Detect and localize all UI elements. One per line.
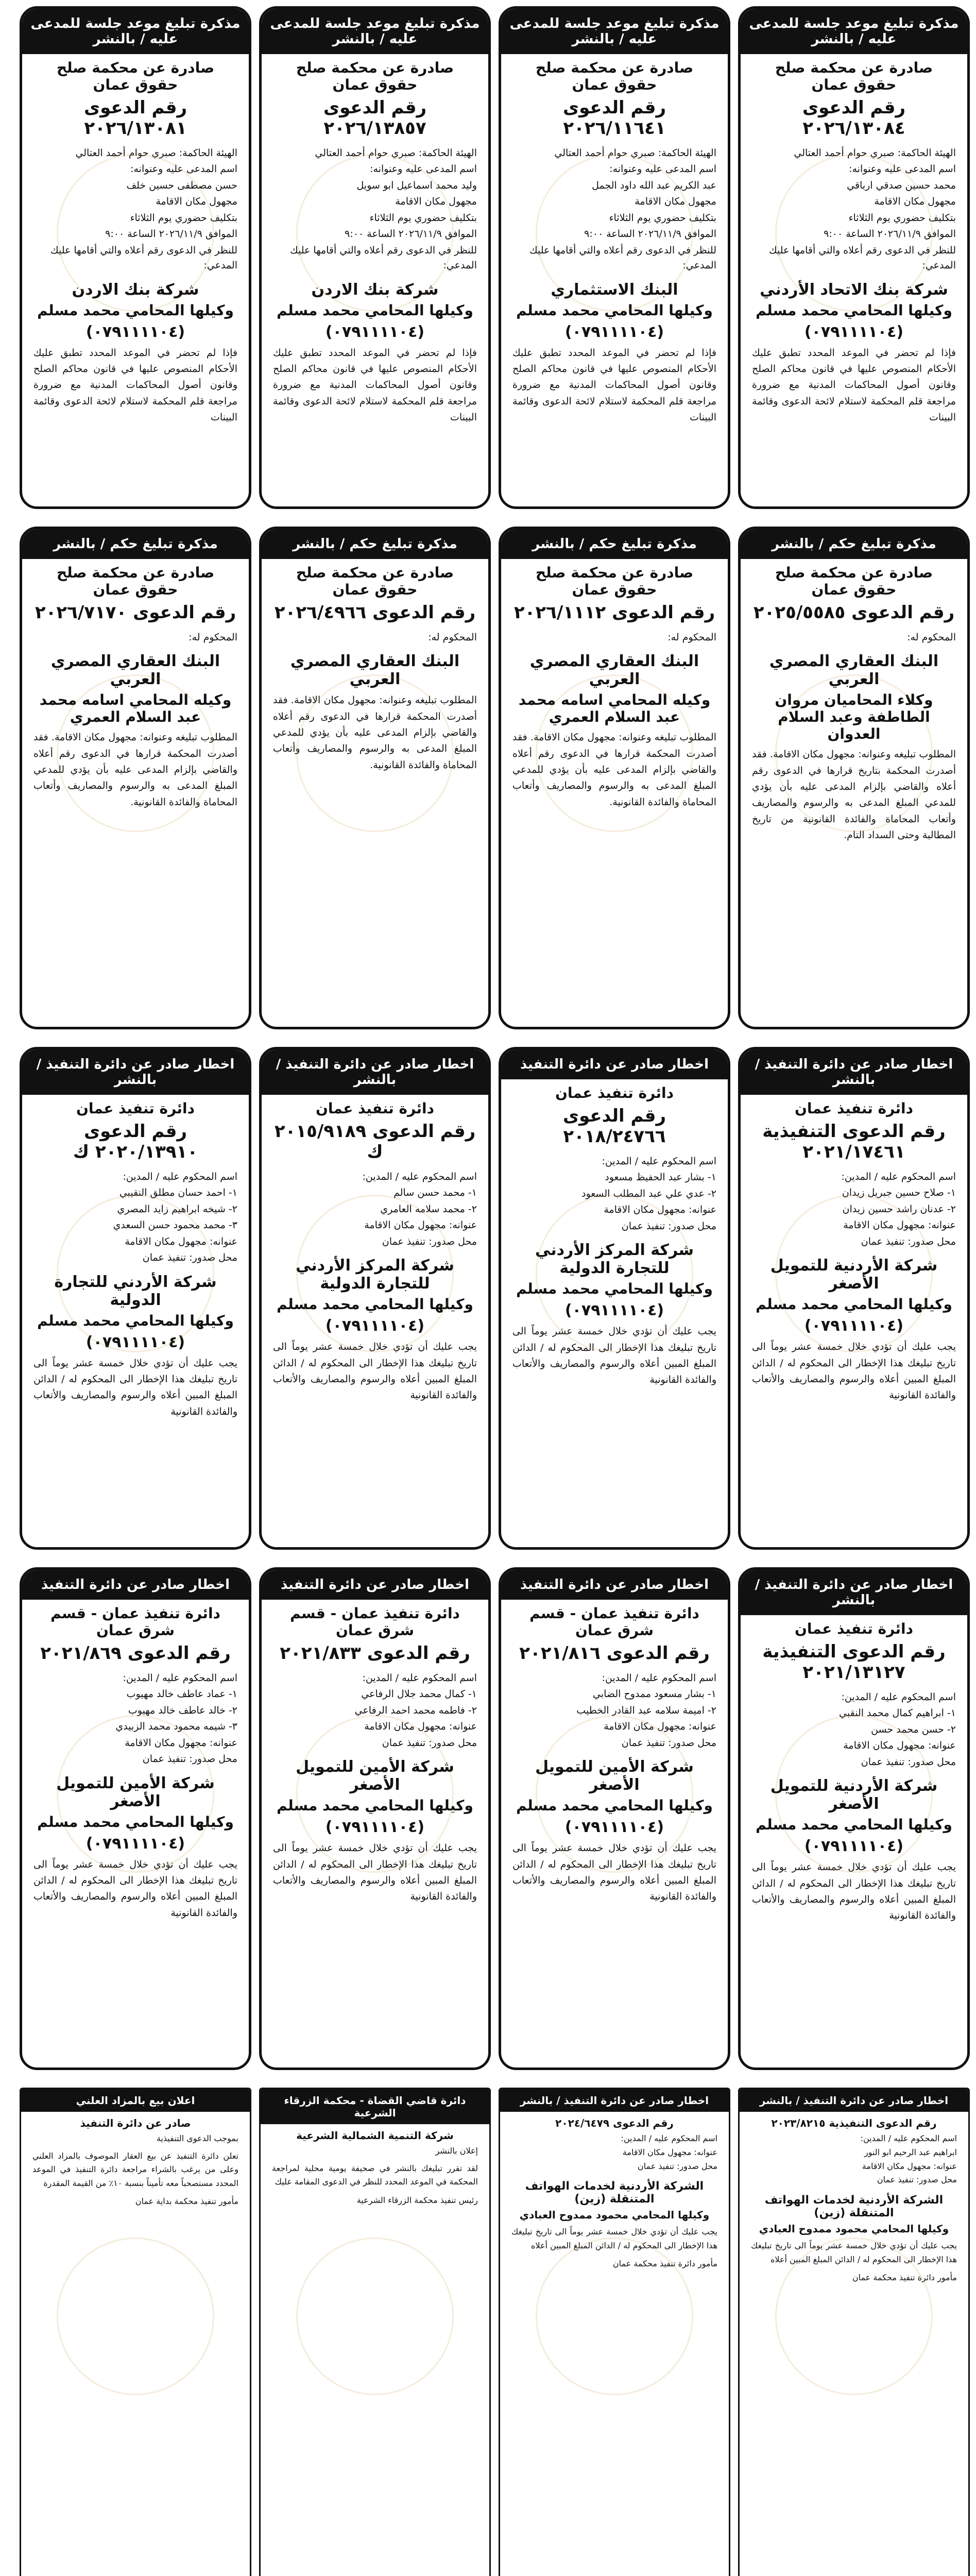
notice-line: محل صدور: تنفيذ عمان (877, 2175, 957, 2185)
notice-header: اخطار صادر عن دائرة التنفيذ (22, 1570, 249, 1600)
notice-line: اسم المحكوم عليه / المدين: (621, 2133, 717, 2143)
notice-body: يجب عليك أن تؤدي خلال خمسة عشر يوماً الى تاريخ تبليغك هذا الإخطار الى المحكوم له / الدائن المبلغ المبين أعلاه (751, 2241, 957, 2264)
lawyer-name: وكيلها المحامي محمد مسلم (516, 1797, 713, 1815)
lawyer-name: وكيلها المحامي محمد مسلم (756, 1816, 952, 1834)
watermark-seal-icon (296, 2238, 454, 2395)
notice-line: ابراهيم عبد الرحيم ابو النور (864, 2147, 957, 2157)
notice-row (0, 0, 976, 515)
notice-line: مجهول مكان الاقامة (874, 196, 956, 208)
notice-card (738, 1047, 970, 1550)
notice-line: للنظر في الدعوى رقم أعلاه والتي أقامها عليك المدعي: (768, 244, 956, 272)
notice-line: ٣- محمد محمود حسن السعدي (113, 1219, 237, 1231)
notice-header: اخطار صادر عن دائرة التنفيذ (501, 1570, 728, 1600)
notice-line: ٢- شيخه ابراهيم زايد المصري (117, 1203, 237, 1215)
notice-body: لقد تقرر تبليغك بالنشر في صحيفة يومية محلية لمراجعة المحكمة في الموعد المحدد للنظر في الدعوى المقامة عليك (272, 2163, 478, 2187)
lawyer-name: وكيلها المحامي محمد مسلم (516, 1280, 713, 1298)
notice-line: بتكليف حضوري يوم الثلاثاء (848, 212, 956, 224)
notice-line: للنظر في الدعوى رقم أعلاه والتي أقامها عليك المدعي: (529, 244, 716, 272)
notice-header: اخطار صادر عن دائرة التنفيذ / بالنشر (262, 1049, 488, 1095)
notice-line: محل صدور: تنفيذ عمان (142, 1252, 237, 1264)
notice-body: المطلوب تبليغه وعنوانه: مجهول مكان الاقامة. فقد أصدرت المحكمة بتاريخ قرارها في الدعوى رقم أعلاه والقاضي بإلزام المدعى عليه بأن يؤدي للمدعي المبلغ المدعى به والرسوم والمصاريف وأتعاب المحاماة والفائدة القانونية من تاريخ المطالبة وحتى السداد التام. (752, 749, 956, 841)
notice-header: اخطار صادر عن دائرة التنفيذ / بالنشر (741, 1570, 967, 1615)
lawyer-name: وكيلها المحامي محمد مسلم (277, 301, 473, 319)
lawyer-phone: (٠٧٩١١١١٠٤) (564, 1818, 664, 1837)
notice-card (20, 6, 251, 509)
notice-body: المطلوب تبليغه وعنوانه: مجهول مكان الاقامة. فقد أصدرت المحكمة قرارها في الدعوى رقم أعلاه والقاضي بإلزام المدعى عليه بأن يؤدي للمدعي المبلغ المدعى به والرسوم والمصاريف وأتعاب المحاماة والفائدة القانونية. (273, 694, 477, 771)
notice-line: اسم المحكوم عليه / المدين: (362, 1171, 477, 1182)
notice-line: عنوانه: مجهول مكان الاقامة (843, 1740, 956, 1752)
lawyer-name: وكيلها المحامي محمد مسلم (756, 1296, 952, 1313)
plaintiff-name: شركة الأمين للتمويل الأصغر (535, 1758, 694, 1794)
plaintiff-name: البنك العقاري المصري العربي (50, 652, 220, 689)
lawyer-name: وكلاء المحاميان مروان الطاطفة وعبد السلام العدوان (775, 691, 933, 743)
notice-line: محل صدور: تنفيذ عمان (382, 1737, 477, 1749)
notice-card (499, 1047, 730, 1550)
notice-body: فإذا لم تحضر في الموعد المحدد تطبق عليك الأحكام المنصوص عليها في قانون محاكم الصلح وقانون أصول المحاكمات المدنية مع ضرورة مراجعة قلم المحكمة لاستلام لائحة الدعوى وقائمة البينات (752, 347, 956, 423)
notice-card (738, 2088, 970, 2576)
notice-body: يجب عليك أن تؤدي خلال خمسة عشر يوماً الى تاريخ تبليغك هذا الإخطار الى المحكوم له / الدائن المبلغ المبين أعلاه والرسوم والمصاريف والأتعاب والفائدة القانونية (512, 1842, 716, 1903)
notice-line: ١- صلاح حسين جبريل زيدان (842, 1187, 956, 1199)
notice-line: اسم المدعى عليه وعنوانه: (370, 163, 477, 175)
notice-line: ١- بشار مسعود ممدوح الضابي (592, 1688, 716, 1700)
court-name: صادرة عن محكمة صلح حقوق عمان (775, 564, 933, 598)
notice-header: مذكرة تبليغ حكم / بالنشر (262, 529, 488, 559)
notice-body: يجب عليك أن تؤدي خلال خمسة عشر يوماً الى تاريخ تبليغك هذا الإخطار الى المحكوم له / الدائن المبلغ المبين أعلاه والرسوم والمصاريف والأتعاب والفائدة القانونية (512, 1326, 716, 1386)
notice-line: اسم المدعى عليه وعنوانه: (609, 163, 716, 175)
court-name: دائرة تنفيذ عمان (76, 1100, 195, 1117)
notice-card (738, 1567, 970, 2070)
court-name: صادرة عن محكمة صلح حقوق عمان (775, 59, 933, 93)
notice-line: الموافق ٢٠٢٦/١١/٩ الساعة ٩:٠٠ (824, 228, 956, 240)
notice-header: دائرة قاضي القضاة - محكمة الزرقاء الشرعية (261, 2089, 489, 2124)
notice-header: اخطار صادر عن دائرة التنفيذ (501, 1049, 728, 1079)
notice-footer: مأمور دائرة تنفيذ محكمة عمان (852, 2272, 957, 2282)
plaintiff-name: شركة الأمين للتمويل الأصغر (56, 1774, 215, 1810)
lawyer-phone: (٠٧٩١١١١٠٤) (325, 1818, 425, 1837)
court-name: دائرة تنفيذ عمان - قسم شرق عمان (50, 1605, 220, 1639)
notice-card (259, 6, 491, 509)
notice-line: اسم المحكوم عليه / المدين: (841, 1691, 956, 1703)
plaintiff-name: شركة بنك الاردن (72, 280, 199, 299)
plaintiff-name: شركة المركز الأردني للتجارة الدولية (295, 1257, 455, 1293)
notice-footer: رئيس تنفيذ محكمة الزرقاء الشرعية (356, 2195, 478, 2205)
notice-line: عنوانه: مجهول مكان الاقامة (364, 1721, 477, 1733)
notice-card (20, 1567, 251, 2070)
case-number: رقم الدعوى ٢٠١٥/٩١٨٩ ك (274, 1121, 476, 1162)
court-name: شركة التنمية الشمالية الشرعية (296, 2129, 454, 2142)
notice-header: اخطار صادر عن دائرة التنفيذ / بالنشر (741, 1049, 967, 1095)
notice-line: الهيئة الحاكمة: صبري حوام أحمد العتالي (794, 147, 956, 159)
notice-line: ٢- فاطمه محمد احمد الرفاعي (354, 1704, 477, 1716)
notice-header: مذكرة تبليغ موعد جلسة للمدعى عليه / بالنشر (22, 9, 249, 54)
case-number: رقم الدعوى ٢٠٢٦/١٣٠٨٤ (802, 97, 906, 139)
notice-line: ١- ابراهيم كمال محمد النقبي (839, 1707, 956, 1719)
court-name: صادرة عن محكمة صلح حقوق عمان (535, 59, 694, 93)
lawyer-name: وكيله المحامي اسامه محمد عبد السلام العمري (518, 691, 711, 726)
notice-card (499, 6, 730, 509)
case-number: رقم الدعوى ٢٠٢٦/١٣٠٨١ (83, 97, 187, 139)
notice-line: محل صدور: تنفيذ عمان (637, 2161, 717, 2171)
notice-line: الموافق ٢٠٢٦/١١/٩ الساعة ٩:٠٠ (105, 228, 237, 240)
lawyer-name: وكيلها المحامي محمود ممدوح العبادي (519, 2209, 710, 2222)
notice-body: يجب عليك أن تؤدي خلال خمسة عشر يوماً الى تاريخ تبليغك هذا الإخطار الى المحكوم له / الدائن المبلغ المبين أعلاه والرسوم والمصاريف والأتعاب والفائدة القانونية (752, 1341, 956, 1401)
notice-line: وليد محمد اسماعيل ابو سويل (356, 179, 477, 191)
notice-line: عبد الكريم عبد الله داود الجمل (592, 179, 716, 191)
plaintiff-name: الشركة الأردنية لخدمات الهواتف المتنقلة (زين) (525, 2180, 704, 2206)
court-name: صادر عن دائرة التنفيذ (80, 2117, 191, 2129)
notice-line: عنوانه: مجهول مكان الاقامة (843, 1219, 956, 1231)
plaintiff-name: شركة بنك الاتحاد الأردني (760, 280, 948, 299)
notice-header: مذكرة تبليغ حكم / بالنشر (741, 529, 967, 559)
notice-card (20, 527, 251, 1029)
notice-body: تعلن دائرة التنفيذ عن بيع العقار الموصوف بالمزاد العلني وعلى من يرغب بالشراء مراجعة دائرة التنفيذ في الموعد المحدد مستصحباً معه تأميناً بنسبة ١٠٪ من القيمة المقدرة (32, 2150, 238, 2188)
notice-row (0, 1041, 976, 1556)
notice-line: عنوانه: مجهول مكان الاقامة (622, 2147, 717, 2157)
notice-line: بتكليف حضوري يوم الثلاثاء (130, 212, 237, 224)
court-name: صادرة عن محكمة صلح حقوق عمان (296, 59, 454, 93)
case-number: رقم الدعوى ٢٠٢٠/١٣٩١٠ ك (73, 1121, 198, 1162)
notice-header: مذكرة تبليغ حكم / بالنشر (22, 529, 249, 559)
notice-line: ١- احمد حسان مطلق النقيبي (119, 1187, 237, 1199)
notice-header: اخطار صادر عن دائرة التنفيذ / بالنشر (740, 2089, 968, 2112)
court-name: دائرة تنفيذ عمان - قسم شرق عمان (529, 1605, 699, 1639)
watermark-seal-icon (57, 2238, 214, 2395)
court-name: صادرة عن محكمة صلح حقوق عمان (56, 564, 215, 598)
notice-line: عنوانه: مجهول مكان الاقامة (364, 1219, 477, 1231)
notice-line: المحكوم له: (189, 632, 237, 643)
notice-line: محل صدور: تنفيذ عمان (142, 1753, 237, 1765)
notice-body: فإذا لم تحضر في الموعد المحدد تطبق عليك الأحكام المنصوص عليها في قانون محاكم الصلح وقانون أصول المحاكمات المدنية مع ضرورة مراجعة قلم المحكمة لاستلام لائحة الدعوى وقائمة البينات (273, 347, 477, 423)
lawyer-name: وكيله المحامي اسامه محمد عبد السلام العمري (39, 691, 232, 726)
notice-header: اخطار صادر عن دائرة التنفيذ (262, 1570, 488, 1600)
plaintiff-name: شركة بنك الاردن (311, 280, 439, 299)
case-number: رقم الدعوى ٢٠٢٦/٤٩٦٦ (274, 602, 476, 623)
lawyer-name: وكيلها المحامي محمد مسلم (756, 301, 952, 319)
case-number: رقم الدعوى التنفيذية ٢٠٢١/١٣١٢٧ (762, 1641, 946, 1683)
notice-line: محل صدور: تنفيذ عمان (861, 1756, 956, 1768)
notice-line: الموافق ٢٠٢٦/١١/٩ الساعة ٩:٠٠ (584, 228, 716, 240)
lawyer-name: وكيلها المحامي محمد مسلم (277, 1797, 473, 1815)
lawyer-phone: (٠٧٩١١١١٠٤) (804, 1837, 904, 1856)
notice-line: الهيئة الحاكمة: صبري حوام أحمد العتالي (554, 147, 716, 159)
notice-line: اسم المدعى عليه وعنوانه: (130, 163, 237, 175)
case-number: رقم الدعوى ٢٠٢١/٨١٦ (519, 1643, 710, 1664)
notice-card (20, 2088, 251, 2576)
notice-line: ٣- شيمه محمود محمد الزبيدي (115, 1721, 237, 1733)
notice-line: ٢- عدنان راشد حسين زيدان (842, 1203, 956, 1215)
plaintiff-name: شركة الأردنية للتمويل الأصغر (770, 1777, 938, 1814)
notice-line: محل صدور: تنفيذ عمان (382, 1235, 477, 1247)
plaintiff-name: شركة الأردني للتجارة الدولية (54, 1273, 217, 1309)
plaintiff-name: البنك العقاري المصري العربي (529, 652, 699, 689)
notice-header: مذكرة تبليغ موعد جلسة للمدعى عليه / بالنشر (741, 9, 967, 54)
notice-body: يجب عليك أن تؤدي خلال خمسة عشر يوماً الى تاريخ تبليغك هذا الإخطار الى المحكوم له / الدائن المبلغ المبين أعلاه والرسوم والمصاريف والأتعاب والفائدة القانونية (33, 1858, 237, 1919)
plaintiff-name: شركة المركز الأردني للتجارة الدولية (535, 1241, 694, 1278)
notice-line: اسم المحكوم عليه / المدين: (602, 1156, 716, 1167)
notice-line: ١- بشار عبد الحفيظ مسعود (605, 1172, 716, 1183)
notice-card (259, 2088, 491, 2576)
plaintiff-name: شركة الأردنية للتمويل الأصغر (770, 1257, 938, 1293)
notice-line: المحكوم له: (907, 632, 956, 643)
notice-line: ١- عماد عاطف خالد مهيوب (126, 1688, 237, 1700)
notice-line: مجهول مكان الاقامة (395, 196, 477, 208)
notice-line: ١- محمد حسن سالم (393, 1187, 477, 1199)
lawyer-name: وكيلها المحامي محمد مسلم (516, 301, 713, 319)
notice-line: إعلان بالنشر (435, 2146, 478, 2156)
notice-body: يجب عليك أن تؤدي خلال خمسة عشر يوماً الى تاريخ تبليغك هذا الإخطار الى المحكوم له / الدائن المبلغ المبين أعلاه والرسوم والمصاريف والأتعاب والفائدة القانونية (752, 1861, 956, 1922)
case-number: رقم الدعوى ٢٠٢١/٨٦٩ (40, 1643, 231, 1664)
case-number: رقم الدعوى ٢٠٢٦/١١٦٤١ (562, 97, 666, 139)
plaintiff-name: البنك الاستثماري (551, 280, 678, 299)
notice-card (738, 6, 970, 509)
notice-body: المطلوب تبليغه وعنوانه: مجهول مكان الاقامة. فقد أصدرت المحكمة قرارها في الدعوى رقم أعلاه والقاضي بإلزام المدعى عليه بأن يؤدي للمدعي المبلغ المدعى به والرسوم والمصاريف وأتعاب المحاماة والفائدة القانونية. (33, 732, 237, 808)
notice-row (0, 1561, 976, 2076)
plaintiff-name: شركة الأمين للتمويل الأصغر (296, 1758, 454, 1794)
notice-line: حسن مصطفى حسين خلف (126, 179, 237, 191)
lawyer-phone: (٠٧٩١١١١٠٤) (564, 323, 664, 341)
notice-row (0, 520, 976, 1036)
court-name: دائرة تنفيذ عمان (795, 1100, 913, 1117)
notice-line: عنوانه: مجهول مكان الاقامة (604, 1721, 716, 1733)
notice-line: اسم المحكوم عليه / المدين: (123, 1672, 237, 1684)
notice-line: عنوانه: مجهول مكان الاقامة (604, 1204, 716, 1216)
lawyer-name: وكيلها المحامي محمد مسلم (37, 301, 234, 319)
notice-body: فإذا لم تحضر في الموعد المحدد تطبق عليك الأحكام المنصوص عليها في قانون محاكم الصلح وقانون أصول المحاكمات المدنية مع ضرورة مراجعة قلم المحكمة لاستلام لائحة الدعوى وقائمة البينات (33, 347, 237, 423)
notice-card (20, 1047, 251, 1550)
notice-line: اسم المحكوم عليه / المدين: (841, 1171, 956, 1182)
court-name: صادرة عن محكمة صلح حقوق عمان (535, 564, 694, 598)
notice-card (259, 527, 491, 1029)
notice-header: اخطار صادر عن دائرة التنفيذ / بالنشر (22, 1049, 249, 1095)
notice-header: مذكرة تبليغ موعد جلسة للمدعى عليه / بالنشر (501, 9, 728, 54)
case-number: رقم الدعوى ٢٠٢٦/٧١٧٠ (35, 602, 236, 623)
lawyer-name: وكيلها المحامي محمود ممدوح العبادي (759, 2223, 949, 2235)
case-number: رقم الدعوى ٢٠٢٦/١١١٢ (513, 602, 715, 623)
notice-line: محل صدور: تنفيذ عمان (861, 1235, 956, 1247)
notice-line: الهيئة الحاكمة: صبري حوام أحمد العتالي (75, 147, 237, 159)
notice-card (499, 1567, 730, 2070)
notice-line: بتكليف حضوري يوم الثلاثاء (609, 212, 716, 224)
notice-line: عنوانه: مجهول مكان الاقامة (125, 1235, 237, 1247)
notice-line: محمد حسين صدقي ارباقي (847, 179, 956, 191)
notice-header: مذكرة تبليغ موعد جلسة للمدعى عليه / بالنشر (262, 9, 488, 54)
notice-footer: مأمور دائرة تنفيذ محكمة عمان (612, 2259, 717, 2269)
lawyer-name: وكيلها المحامي محمد مسلم (277, 1296, 473, 1313)
notice-line: ٢- اميمة سلامه عبد القادر الخطيب (576, 1704, 716, 1716)
case-number: رقم الدعوى ٢٠٢٥/٥٥٨٥ (753, 602, 955, 623)
lawyer-phone: (٠٧٩١١١١٠٤) (85, 323, 185, 341)
plaintiff-name: الشركة الأردنية لخدمات الهواتف المتنقلة (زين) (764, 2194, 944, 2220)
case-number: رقم الدعوى التنفيذية ٢٠٢١/١٧٤٦١ (762, 1121, 946, 1162)
notice-line: محل صدور: تنفيذ عمان (621, 1220, 716, 1232)
notice-line: اسم المحكوم عليه / المدين: (123, 1171, 237, 1182)
notice-body: فإذا لم تحضر في الموعد المحدد تطبق عليك الأحكام المنصوص عليها في قانون محاكم الصلح وقانون أصول المحاكمات المدنية مع ضرورة مراجعة قلم المحكمة لاستلام لائحة الدعوى وقائمة البينات (512, 347, 716, 423)
court-name: رقم الدعوى التنفيذية ٢٠٢٣/٨٢١٥ (771, 2117, 937, 2129)
notice-line: الموافق ٢٠٢٦/١١/٩ الساعة ٩:٠٠ (345, 228, 477, 240)
case-number: رقم الدعوى ٢٠١٨/٢٤٧٦٦ (562, 1106, 666, 1147)
court-name: دائرة تنفيذ عمان - قسم شرق عمان (290, 1605, 460, 1639)
notice-line: اسم المحكوم عليه / المدين: (602, 1672, 716, 1684)
notice-line: للنظر في الدعوى رقم أعلاه والتي أقامها عليك المدعي: (50, 244, 237, 272)
court-name: صادرة عن محكمة صلح حقوق عمان (56, 59, 215, 93)
notice-card (738, 527, 970, 1029)
notice-card (499, 2088, 730, 2576)
lawyer-phone: (٠٧٩١١١١٠٤) (564, 1301, 664, 1320)
notice-line: المحكوم له: (428, 632, 477, 643)
notice-line: ٢- عدي علي عبد المطلب السعود (581, 1188, 716, 1199)
court-name: دائرة تنفيذ عمان (795, 1620, 913, 1637)
notice-header: اخطار صادر عن دائرة التنفيذ / بالنشر (500, 2089, 729, 2112)
notice-line: مجهول مكان الاقامة (156, 196, 237, 208)
lawyer-name: وكيلها المحامي محمد مسلم (37, 1312, 234, 1329)
notice-line: بتكليف حضوري يوم الثلاثاء (369, 212, 477, 224)
notice-line: الهيئة الحاكمة: صبري حوام أحمد العتالي (315, 147, 477, 159)
court-name: رقم الدعوى ٢٠٢٤/٦٤٧٩ (555, 2117, 674, 2129)
court-name: دائرة تنفيذ عمان (555, 1084, 674, 1101)
notice-card (259, 1047, 491, 1550)
notice-line: محل صدور: تنفيذ عمان (621, 1737, 716, 1749)
plaintiff-name: البنك العقاري المصري العربي (290, 652, 460, 689)
notice-body: يجب عليك أن تؤدي خلال خمسة عشر يوماً الى تاريخ تبليغك هذا الإخطار الى المحكوم له / الدائن المبلغ المبين أعلاه والرسوم والمصاريف والأتعاب والفائدة القانونية (273, 1341, 477, 1401)
notice-row (0, 2081, 976, 2576)
notice-body: يجب عليك أن تؤدي خلال خمسة عشر يوماً الى تاريخ تبليغك هذا الإخطار الى المحكوم له / الدائن المبلغ المبين أعلاه (511, 2227, 717, 2250)
lawyer-phone: (٠٧٩١١١١٠٤) (325, 323, 425, 341)
notice-line: ٢- محمد سلامه العامري (380, 1203, 477, 1215)
notice-line: ٢- حسن محمد حسن (871, 1723, 956, 1735)
notice-card (259, 1567, 491, 2070)
notice-line: اسم المدعى عليه وعنوانه: (849, 163, 956, 175)
notice-body: المطلوب تبليغه وعنوانه: مجهول مكان الاقامة. فقد أصدرت المحكمة قرارها في الدعوى رقم أعلاه والقاضي بإلزام المدعى عليه بأن يؤدي للمدعي المبلغ المدعى به والرسوم والمصاريف وأتعاب المحاماة والفائدة القانونية. (512, 732, 716, 808)
notice-line: مجهول مكان الاقامة (635, 196, 716, 208)
case-number: رقم الدعوى ٢٠٢٦/١٣٨٥٧ (323, 97, 427, 139)
notice-line: ٢- خالد عاطف خالد مهيوب (128, 1704, 237, 1716)
notice-line: ١- كمال محمد جلال الرفاعي (361, 1688, 477, 1700)
notice-header: اعلان بيع بالمزاد العلني (21, 2089, 250, 2112)
notice-body: يجب عليك أن تؤدي خلال خمسة عشر يوماً الى تاريخ تبليغك هذا الإخطار الى المحكوم له / الدائن المبلغ المبين أعلاه والرسوم والمصاريف والأتعاب والفائدة القانونية (33, 1357, 237, 1417)
lawyer-phone: (٠٧٩١١١١٠٤) (804, 1317, 904, 1335)
lawyer-phone: (٠٧٩١١١١٠٤) (804, 323, 904, 341)
notice-footer: مأمور تنفيذ محكمة بداية عمان (135, 2196, 238, 2206)
notice-line: اسم المحكوم عليه / المدين: (860, 2133, 957, 2143)
notice-body: يجب عليك أن تؤدي خلال خمسة عشر يوماً الى تاريخ تبليغك هذا الإخطار الى المحكوم له / الدائن المبلغ المبين أعلاه والرسوم والمصاريف والأتعاب والفائدة القانونية (273, 1842, 477, 1903)
case-number: رقم الدعوى ٢٠٢١/٨٣٣ (280, 1643, 470, 1664)
notice-line: عنوانه: مجهول مكان الاقامة (862, 2161, 957, 2171)
notice-card (499, 527, 730, 1029)
plaintiff-name: البنك العقاري المصري العربي (769, 652, 939, 689)
court-name: صادرة عن محكمة صلح حقوق عمان (296, 564, 454, 598)
lawyer-name: وكيلها المحامي محمد مسلم (37, 1813, 234, 1831)
notice-line: بموجب الدعوى التنفيذية (156, 2133, 238, 2143)
notice-header: مذكرة تبليغ حكم / بالنشر (501, 529, 728, 559)
notice-line: اسم المحكوم عليه / المدين: (362, 1672, 477, 1684)
lawyer-phone: (٠٧٩١١١١٠٤) (85, 1333, 185, 1351)
notice-line: للنظر في الدعوى رقم أعلاه والتي أقامها عليك المدعي: (289, 244, 477, 272)
lawyer-phone: (٠٧٩١١١١٠٤) (325, 1317, 425, 1335)
notice-line: المحكوم له: (667, 632, 716, 643)
court-name: دائرة تنفيذ عمان (316, 1100, 434, 1117)
lawyer-phone: (٠٧٩١١١١٠٤) (85, 1834, 185, 1853)
notice-line: عنوانه: مجهول مكان الاقامة (125, 1737, 237, 1749)
